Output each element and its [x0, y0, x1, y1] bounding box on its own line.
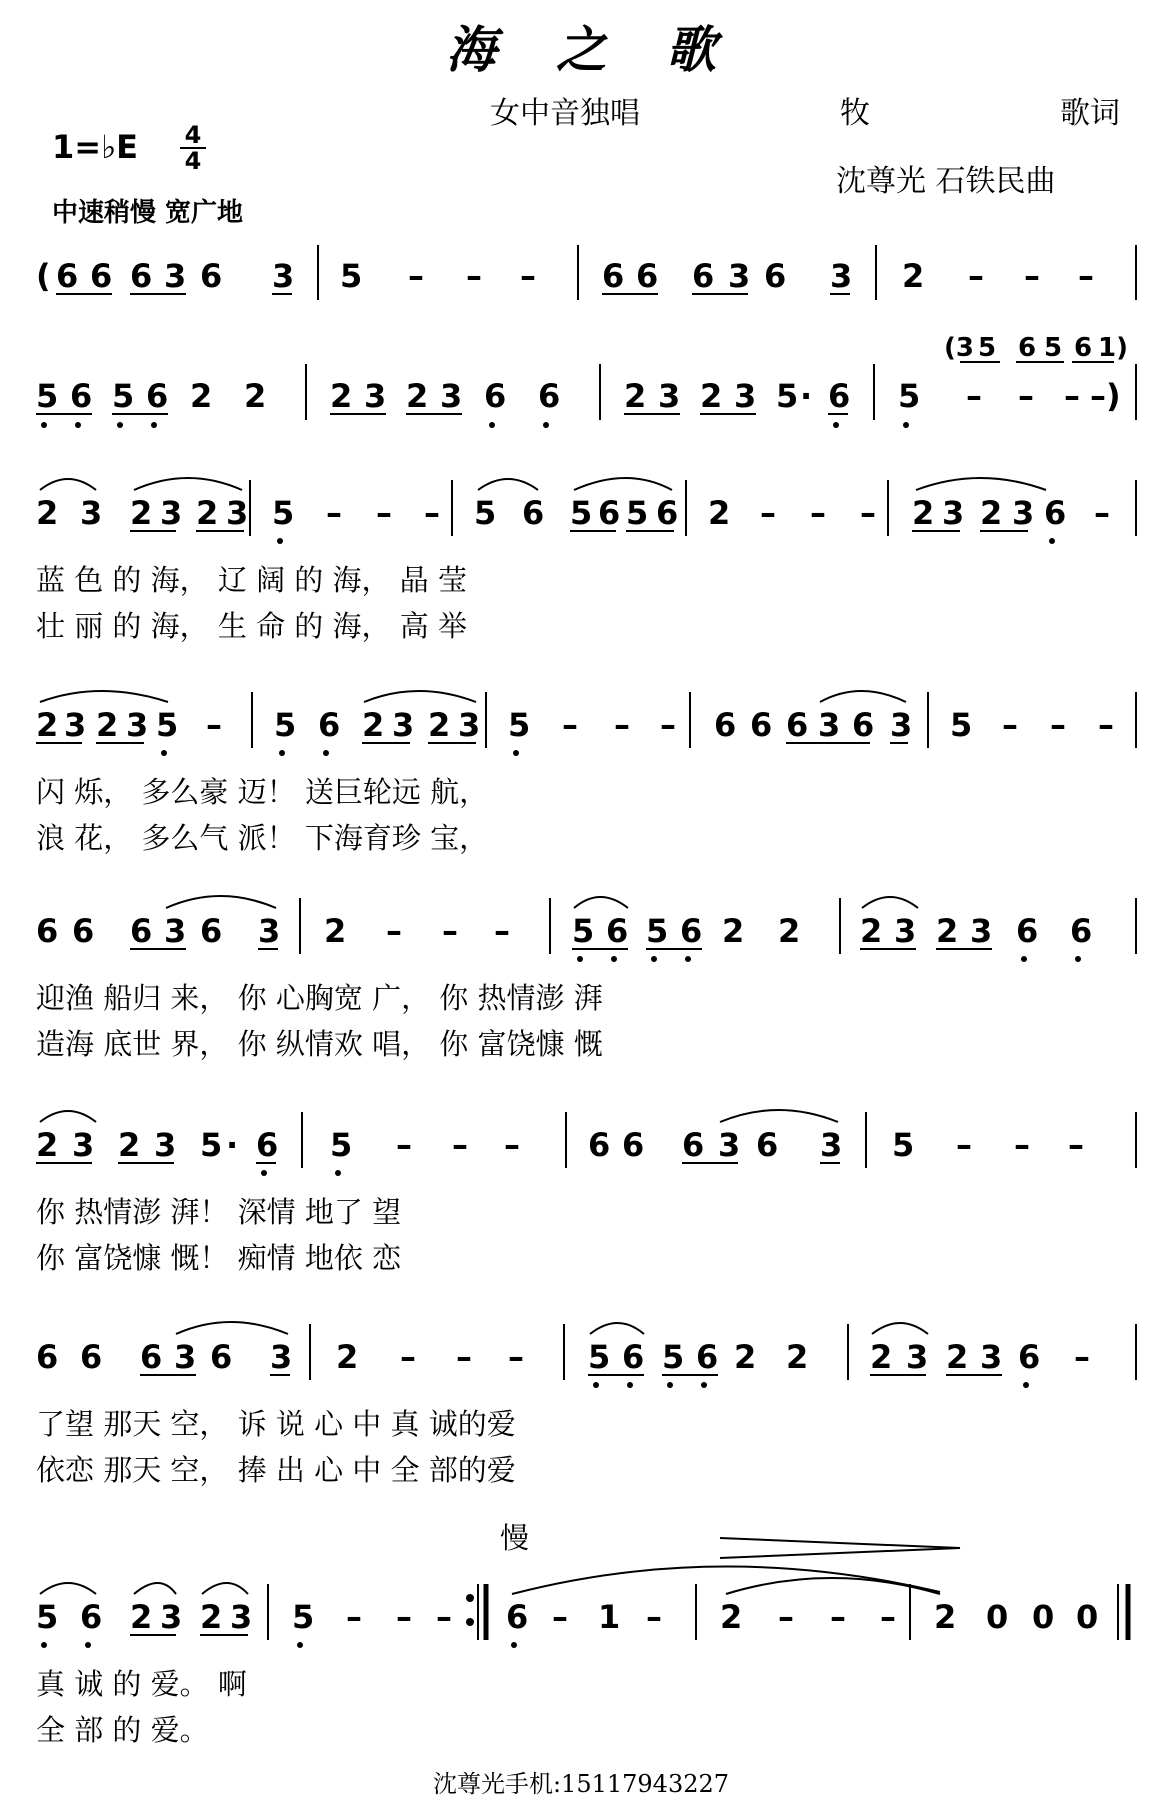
svg-text:5: 5 — [898, 377, 921, 415]
row3-verse2: 壮 丽 的 海， 生 命 的 海， 高 举 — [36, 609, 467, 643]
score-row-8 — [36, 1521, 1128, 1747]
svg-text:3: 3 — [80, 494, 103, 532]
svg-text:6: 6 — [1016, 912, 1039, 950]
svg-text:–: – — [552, 1598, 568, 1636]
svg-text:6: 6 — [538, 377, 561, 415]
svg-text:6: 6 — [36, 912, 59, 950]
svg-text:2: 2 — [870, 1338, 893, 1376]
svg-text:5: 5 — [200, 1126, 223, 1164]
svg-text:5: 5 — [272, 494, 295, 532]
svg-text:2: 2 — [406, 377, 429, 415]
svg-text:5: 5 — [330, 1126, 353, 1164]
svg-text:5: 5 — [508, 706, 531, 744]
svg-text:–: – — [810, 494, 826, 532]
svg-text:–: – — [966, 377, 982, 415]
svg-text:3: 3 — [160, 1598, 183, 1636]
svg-text:–: – — [1068, 1126, 1084, 1164]
svg-text:–: – — [452, 1126, 468, 1164]
svg-text:5: 5 — [474, 494, 497, 532]
score-row-5 — [36, 896, 1136, 1061]
svg-text:–: – — [1094, 494, 1110, 532]
svg-text:5: 5 — [662, 1338, 685, 1376]
svg-text:6: 6 — [680, 912, 703, 950]
svg-text:–: – — [424, 494, 440, 532]
composer-credit: 沈尊光 石铁民曲 — [836, 164, 1056, 199]
row2-measure2 — [330, 377, 560, 415]
row1-measure2 — [340, 257, 536, 295]
svg-text:2: 2 — [722, 912, 745, 950]
svg-text:2: 2 — [720, 1598, 743, 1636]
svg-text:–: – — [494, 912, 510, 950]
svg-text:2: 2 — [200, 1598, 223, 1636]
svg-text:2: 2 — [330, 377, 353, 415]
svg-text:–: – — [508, 1338, 524, 1376]
svg-text:6: 6 — [140, 1338, 163, 1376]
svg-text:6: 6 — [200, 257, 223, 295]
svg-text:3: 3 — [980, 1338, 1003, 1376]
svg-text:5: 5 — [776, 377, 799, 415]
svg-text:5: 5 — [274, 706, 297, 744]
svg-text:2: 2 — [362, 706, 385, 744]
svg-text:2: 2 — [778, 912, 801, 950]
svg-text:1: 1 — [598, 1598, 621, 1636]
row8-notes — [36, 1598, 1098, 1636]
svg-text:3: 3 — [906, 1338, 929, 1376]
score-row-1 — [36, 245, 1136, 300]
svg-text:2: 2 — [130, 494, 153, 532]
svg-text:3: 3 — [72, 1126, 95, 1164]
svg-text:–: – — [1018, 377, 1034, 415]
svg-text:·: · — [800, 377, 813, 415]
svg-text:2: 2 — [428, 706, 451, 744]
svg-text:–: – — [396, 1598, 412, 1636]
svg-text:5: 5 — [950, 706, 973, 744]
row4-verse2: 浪 花， 多么气 派！ 下海育珍 宝， — [36, 821, 489, 855]
svg-text:5: 5 — [1044, 333, 1063, 363]
paren-open: ( — [36, 257, 51, 295]
svg-text:–: – — [562, 706, 578, 744]
svg-text:2: 2 — [196, 494, 219, 532]
svg-text:–: – — [646, 1598, 662, 1636]
svg-text:1): 1) — [1098, 333, 1128, 363]
svg-text:–: – — [436, 1598, 452, 1636]
svg-text:3: 3 — [818, 706, 841, 744]
svg-text:6: 6 — [56, 257, 79, 295]
row4-notes — [36, 706, 1114, 744]
svg-text:2: 2 — [244, 377, 267, 415]
svg-text:2: 2 — [130, 1598, 153, 1636]
svg-text:0: 0 — [1076, 1598, 1099, 1636]
svg-text:3: 3 — [942, 494, 965, 532]
svg-text:–: – — [830, 1598, 846, 1636]
svg-text:–: – — [504, 1126, 520, 1164]
svg-text:3: 3 — [728, 257, 751, 295]
footer-contact: 沈尊光手机:15117943227 — [432, 1770, 730, 1798]
svg-text:3: 3 — [230, 1598, 253, 1636]
svg-text:5: 5 — [588, 1338, 611, 1376]
svg-text:–: – — [1098, 706, 1114, 744]
svg-text:6: 6 — [1044, 494, 1067, 532]
svg-text:6: 6 — [1070, 912, 1093, 950]
svg-text:2: 2 — [934, 1598, 957, 1636]
svg-text:3: 3 — [174, 1338, 197, 1376]
svg-text:2: 2 — [946, 1338, 969, 1376]
svg-text:2: 2 — [336, 1338, 359, 1376]
svg-text:6: 6 — [1018, 1338, 1041, 1376]
svg-text:–: – — [968, 257, 984, 295]
svg-text:2: 2 — [624, 377, 647, 415]
svg-text:3: 3 — [1012, 494, 1035, 532]
svg-text:–: – — [880, 1598, 896, 1636]
svg-text:6: 6 — [764, 257, 787, 295]
score-row-3 — [36, 478, 1136, 643]
svg-text:6: 6 — [70, 377, 93, 415]
svg-text:3: 3 — [258, 912, 281, 950]
svg-text:6: 6 — [852, 706, 875, 744]
svg-text:6: 6 — [484, 377, 507, 415]
svg-text:3: 3 — [272, 257, 295, 295]
svg-text:6: 6 — [506, 1598, 529, 1636]
svg-text:6: 6 — [696, 1338, 719, 1376]
svg-text:3: 3 — [970, 912, 993, 950]
svg-text:6: 6 — [1018, 333, 1037, 363]
svg-text:6: 6 — [786, 706, 809, 744]
svg-text:6: 6 — [598, 494, 621, 532]
svg-text:3: 3 — [126, 706, 149, 744]
row2-prefix — [944, 333, 1128, 363]
row3-notes — [36, 494, 1110, 532]
performer-label: 女中音独唱 — [490, 96, 640, 131]
svg-text:·: · — [226, 1126, 239, 1164]
svg-text:6: 6 — [130, 257, 153, 295]
svg-text:6: 6 — [756, 1126, 779, 1164]
svg-text:6: 6 — [200, 912, 223, 950]
svg-text:6: 6 — [692, 257, 715, 295]
svg-text:3: 3 — [160, 494, 183, 532]
svg-text:5: 5 — [978, 333, 997, 363]
svg-text:2: 2 — [118, 1126, 141, 1164]
svg-text:6: 6 — [318, 706, 341, 744]
row2-measure4 — [898, 377, 1121, 415]
svg-text:6: 6 — [588, 1126, 611, 1164]
svg-text:6: 6 — [828, 377, 851, 415]
row2-measure3 — [624, 377, 850, 415]
svg-text:2: 2 — [980, 494, 1003, 532]
row6-verse2: 你 富饶慷 慨！ 痴情 地依 恋 — [36, 1241, 402, 1275]
svg-text:6: 6 — [682, 1126, 705, 1164]
score-row-4 — [36, 691, 1136, 855]
row5-verse1: 迎渔 船归 来， 你 心胸宽 广， 你 热情澎 湃 — [36, 981, 603, 1015]
svg-text:–: – — [466, 257, 482, 295]
row6-verse1: 你 热情澎 湃！ 深情 地了 望 — [36, 1195, 402, 1229]
time-sig-bottom: 4 — [184, 147, 202, 175]
svg-text:5: 5 — [570, 494, 593, 532]
svg-text:–: – — [860, 494, 876, 532]
svg-text:6: 6 — [622, 1338, 645, 1376]
svg-text:5: 5 — [572, 912, 595, 950]
svg-text:3: 3 — [164, 912, 187, 950]
row1-measure1 — [56, 257, 294, 295]
song-title: 海之歌 — [446, 20, 776, 79]
svg-text:–: – — [1014, 1126, 1030, 1164]
key-signature: 1=♭E — [52, 128, 139, 166]
svg-text:3: 3 — [658, 377, 681, 415]
svg-text:2: 2 — [324, 912, 347, 950]
row1-measure3 — [602, 257, 852, 295]
svg-text:–: – — [456, 1338, 472, 1376]
svg-text:2: 2 — [36, 706, 59, 744]
svg-text:–: – — [1078, 257, 1094, 295]
svg-text:–: – — [956, 1126, 972, 1164]
svg-text:–: – — [326, 494, 342, 532]
svg-text:–: – — [760, 494, 776, 532]
tempo-marking: 中速稍慢 宽广地 — [52, 198, 244, 228]
decrescendo-hairpin — [720, 1538, 960, 1558]
svg-text:3: 3 — [392, 706, 415, 744]
svg-text:–: – — [660, 706, 676, 744]
svg-text:(3: (3 — [944, 333, 974, 363]
svg-text:–: – — [778, 1598, 794, 1636]
svg-text:3: 3 — [820, 1126, 843, 1164]
slow-marking: 慢 — [500, 1521, 530, 1555]
row6-notes — [36, 1126, 1084, 1164]
row1-measure4 — [902, 257, 1094, 295]
svg-text:–): –) — [1090, 377, 1121, 415]
svg-text:6: 6 — [256, 1126, 279, 1164]
svg-text:3: 3 — [890, 706, 913, 744]
svg-text:2: 2 — [734, 1338, 757, 1376]
svg-text:6: 6 — [606, 912, 629, 950]
svg-text:5: 5 — [112, 377, 135, 415]
row5-verse2: 造海 底世 界， 你 纵情欢 唱， 你 富饶慷 慨 — [36, 1027, 603, 1061]
svg-text:3: 3 — [718, 1126, 741, 1164]
svg-text:6: 6 — [80, 1598, 103, 1636]
svg-text:–: – — [442, 912, 458, 950]
svg-text:–: – — [1002, 706, 1018, 744]
lyricist-name: 牧 — [840, 96, 870, 131]
time-sig-top: 4 — [184, 121, 202, 149]
svg-text:3: 3 — [458, 706, 481, 744]
svg-text:–: – — [408, 257, 424, 295]
row3-verse1: 蓝 色 的 海， 辽 阔 的 海， 晶 莹 — [36, 563, 467, 597]
svg-text:–: – — [376, 494, 392, 532]
svg-text:–: – — [400, 1338, 416, 1376]
svg-text:5: 5 — [292, 1598, 315, 1636]
svg-text:5: 5 — [892, 1126, 915, 1164]
row8-verse2: 全 部 的 爱。 — [36, 1713, 209, 1747]
svg-text:0: 0 — [986, 1598, 1009, 1636]
svg-text:5: 5 — [156, 706, 179, 744]
svg-text:6: 6 — [636, 257, 659, 295]
svg-text:6: 6 — [210, 1338, 233, 1376]
score-row-6 — [36, 1110, 1136, 1275]
svg-text:6: 6 — [36, 1338, 59, 1376]
svg-text:–: – — [206, 706, 222, 744]
svg-text:6: 6 — [1074, 333, 1093, 363]
svg-text:3: 3 — [64, 706, 87, 744]
svg-text:0: 0 — [1032, 1598, 1055, 1636]
svg-text:6: 6 — [522, 494, 545, 532]
svg-text:2: 2 — [936, 912, 959, 950]
svg-text:–: – — [614, 706, 630, 744]
svg-text:5: 5 — [340, 257, 363, 295]
svg-text:6: 6 — [714, 706, 737, 744]
svg-text:2: 2 — [860, 912, 883, 950]
svg-text:2: 2 — [96, 706, 119, 744]
svg-text:3: 3 — [440, 377, 463, 415]
row4-verse1: 闪 烁， 多么豪 迈！ 送巨轮远 航， — [36, 775, 489, 809]
svg-text:3: 3 — [894, 912, 917, 950]
svg-text:–: – — [1074, 1338, 1090, 1376]
svg-text:3: 3 — [164, 257, 187, 295]
svg-text:5: 5 — [36, 377, 59, 415]
svg-text:6: 6 — [146, 377, 169, 415]
svg-text:–: – — [520, 257, 536, 295]
svg-text:3: 3 — [226, 494, 249, 532]
svg-text:2: 2 — [36, 1126, 59, 1164]
svg-text:2: 2 — [902, 257, 925, 295]
score-row-7 — [36, 1322, 1136, 1487]
svg-text:2: 2 — [708, 494, 731, 532]
svg-text:5: 5 — [626, 494, 649, 532]
row5-notes — [36, 912, 1092, 950]
svg-text:3: 3 — [734, 377, 757, 415]
row7-verse2: 依恋 那天 空， 捧 出 心 中 全 部的爱 — [36, 1453, 516, 1487]
svg-text:2: 2 — [912, 494, 935, 532]
svg-text:6: 6 — [656, 494, 679, 532]
svg-text:3: 3 — [364, 377, 387, 415]
svg-text:6: 6 — [130, 912, 153, 950]
row2-measure1 — [36, 377, 266, 415]
score-row-2 — [36, 333, 1136, 428]
svg-text:–: – — [1024, 257, 1040, 295]
svg-text:6: 6 — [90, 257, 113, 295]
svg-text:6: 6 — [602, 257, 625, 295]
svg-text:–: – — [396, 1126, 412, 1164]
svg-text:5: 5 — [36, 1598, 59, 1636]
svg-text:5: 5 — [646, 912, 669, 950]
svg-text:–: – — [1064, 377, 1080, 415]
svg-text:6: 6 — [72, 912, 95, 950]
svg-text:3: 3 — [270, 1338, 293, 1376]
svg-text:2: 2 — [36, 494, 59, 532]
svg-text:–: – — [386, 912, 402, 950]
svg-text:–: – — [1050, 706, 1066, 744]
row8-verse1: 真 诚 的 爱。 啊 — [36, 1667, 247, 1701]
svg-text:2: 2 — [190, 377, 213, 415]
svg-text:2: 2 — [786, 1338, 809, 1376]
svg-text:3: 3 — [830, 257, 853, 295]
row7-verse1: 了望 那天 空， 诉 说 心 中 真 诚的爱 — [36, 1407, 516, 1441]
svg-text:2: 2 — [700, 377, 723, 415]
svg-text:6: 6 — [750, 706, 773, 744]
svg-text:3: 3 — [154, 1126, 177, 1164]
svg-text:6: 6 — [622, 1126, 645, 1164]
svg-text:–: – — [346, 1598, 362, 1636]
lyricist-role: 歌词 — [1060, 96, 1120, 131]
svg-text:6: 6 — [80, 1338, 103, 1376]
